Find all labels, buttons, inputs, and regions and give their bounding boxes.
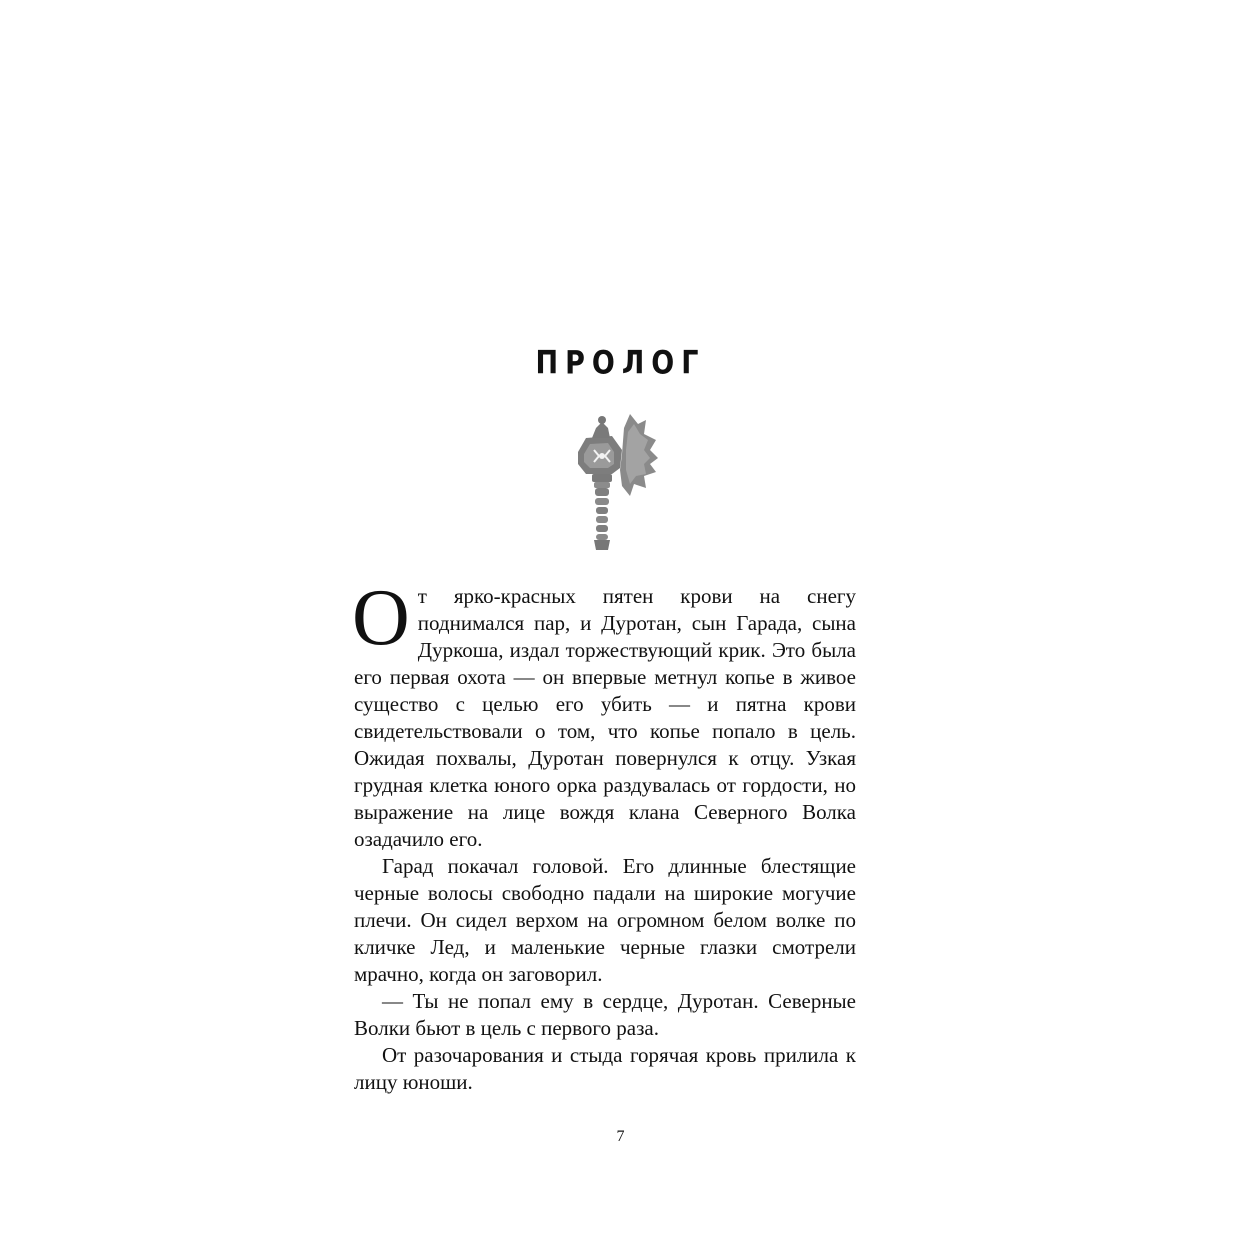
page-number: 7 xyxy=(616,1128,625,1145)
paragraph: От разочарования и стыда горячая кровь прилила к лицу юноши. xyxy=(354,1043,856,1094)
body-text xyxy=(352,574,856,1096)
paragraph: Гарад покачал головой. Его длинные блестящие черные волосы свободно падали на широкие могучие плечи. Он сидел верхом на огромном белом волке по кличке Лед, и маленькие черные глазки смотрели мрачно, когда он заговорил. xyxy=(354,854,856,986)
drop-cap: О xyxy=(352,574,410,662)
paragraph: — Ты не попал ему в сердце, Дуротан. Северные Волки бьют в цель с первого раза. xyxy=(354,989,856,1040)
paragraph-first xyxy=(352,574,856,853)
orc-axe-icon xyxy=(572,410,664,552)
chapter-title: ПРОЛОГ xyxy=(535,345,706,382)
paragraph-first-text: т ярко-красных пятен крови на снегу поднимался пар, и Дуротан, сын Гарада, сына Дуркоша, издал торжествующий крик. Это была его первая охота — он впервые метнул копье в живое существо с целью его убить — и пятна крови свидетельствовали о том, что копье попало в цель. Ожидая похвалы, Дуротан повернулся к отцу. Узкая грудная клетка юного орка раздувалась от гордости, но выражение на лице вождя клана Северного Волка озадачило его. xyxy=(354,584,856,851)
